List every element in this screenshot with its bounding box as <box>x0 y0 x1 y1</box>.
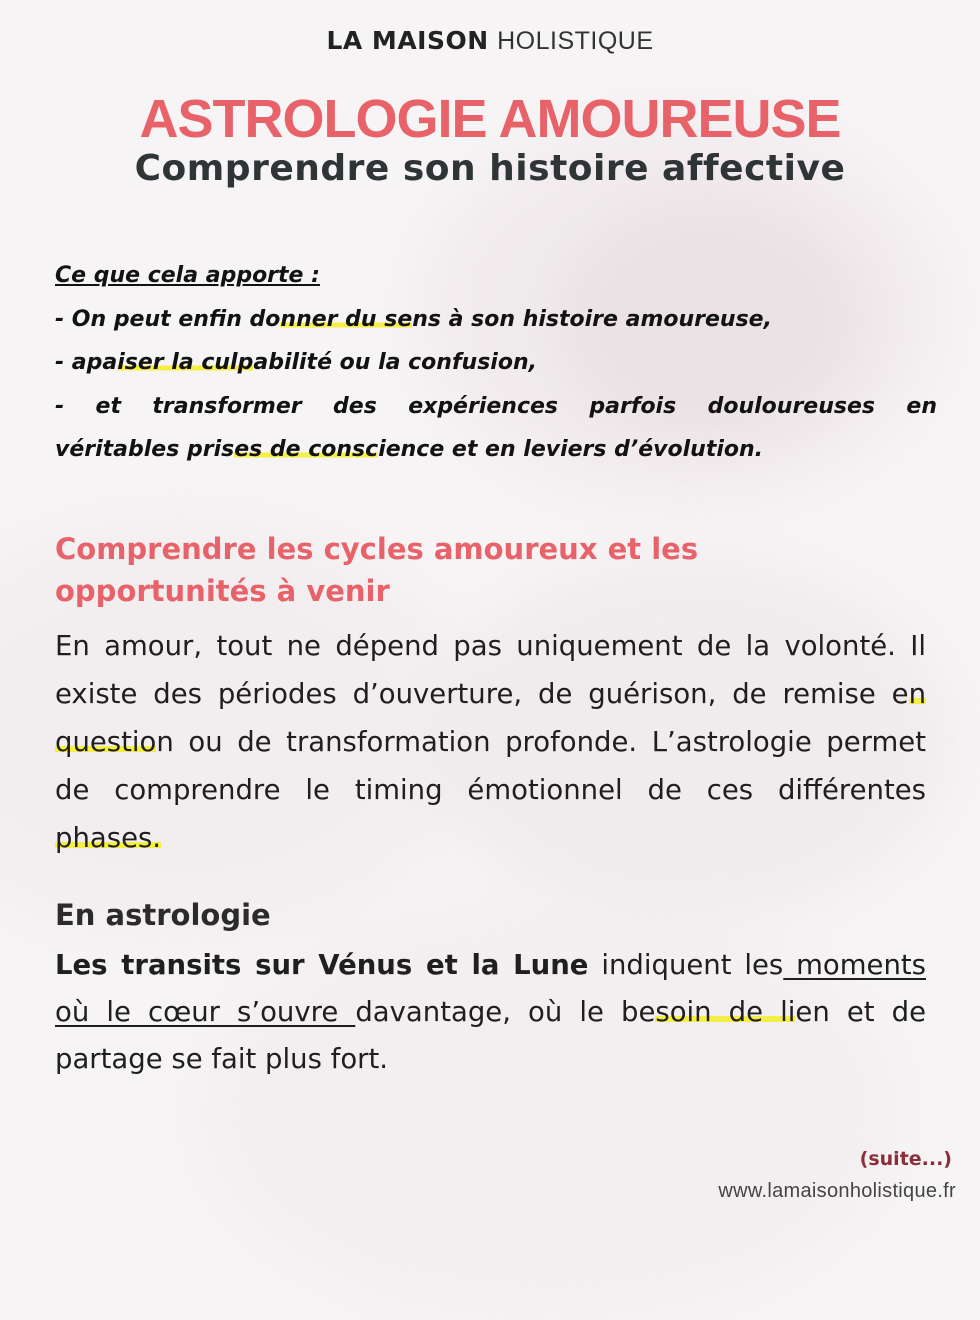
section-paragraph-astrologie: Les transits sur Vénus et la Lune indiquent les moments où le cœur s’ouvre davantage, où le besoin de lien et de partage se fait plus fort. <box>55 949 926 1075</box>
highlight: iser la culp <box>117 350 254 375</box>
brand-logo <box>0 26 980 56</box>
benefit-item: - et transformer des expériences parfois douloureuses en <box>55 393 937 419</box>
page-title: ASTROLOGIE AMOUREUSE <box>139 89 841 149</box>
section-title-cycles: Comprendre les cycles amoureux et les opportunités à venir <box>55 532 699 608</box>
website-url: www.lamaisonholistique.fr <box>718 1180 956 1202</box>
brand-name-bold: LA MAISON <box>326 26 489 55</box>
benefits-block <box>55 254 937 472</box>
highlight: es de consc <box>234 437 379 462</box>
page-subtitle: Comprendre son histoire affective <box>134 148 846 189</box>
highlight: nner du se <box>280 306 413 332</box>
benefit-item-continued: véritables prises de conscience et en leviers d’évolution. <box>55 437 764 462</box>
section-title-astrologie: En astrologie <box>55 898 271 932</box>
highlight: soin de li <box>655 996 796 1028</box>
benefit-item: - On peut enfin donner du sens à son histoire amoureuse, <box>55 306 772 332</box>
highlight: n questio <box>55 678 926 758</box>
highlight: phases. <box>55 822 162 854</box>
brand-name-light: HOLISTIQUE <box>497 27 654 55</box>
continued-label: (suite...) <box>859 1148 952 1170</box>
benefits-heading: Ce que cela apporte : <box>55 263 320 288</box>
benefit-item: - apaiser la culpabilité ou la confusion, <box>55 350 537 375</box>
section-paragraph-cycles: En amour, tout ne dépend pas uniquement de la volonté. Il existe des périodes d’ouverture, de guérison, de remise en question ou de transformation profonde. L’astrologie permet de comprendre le timing émotionnel de ces différentes phases. <box>55 630 926 854</box>
